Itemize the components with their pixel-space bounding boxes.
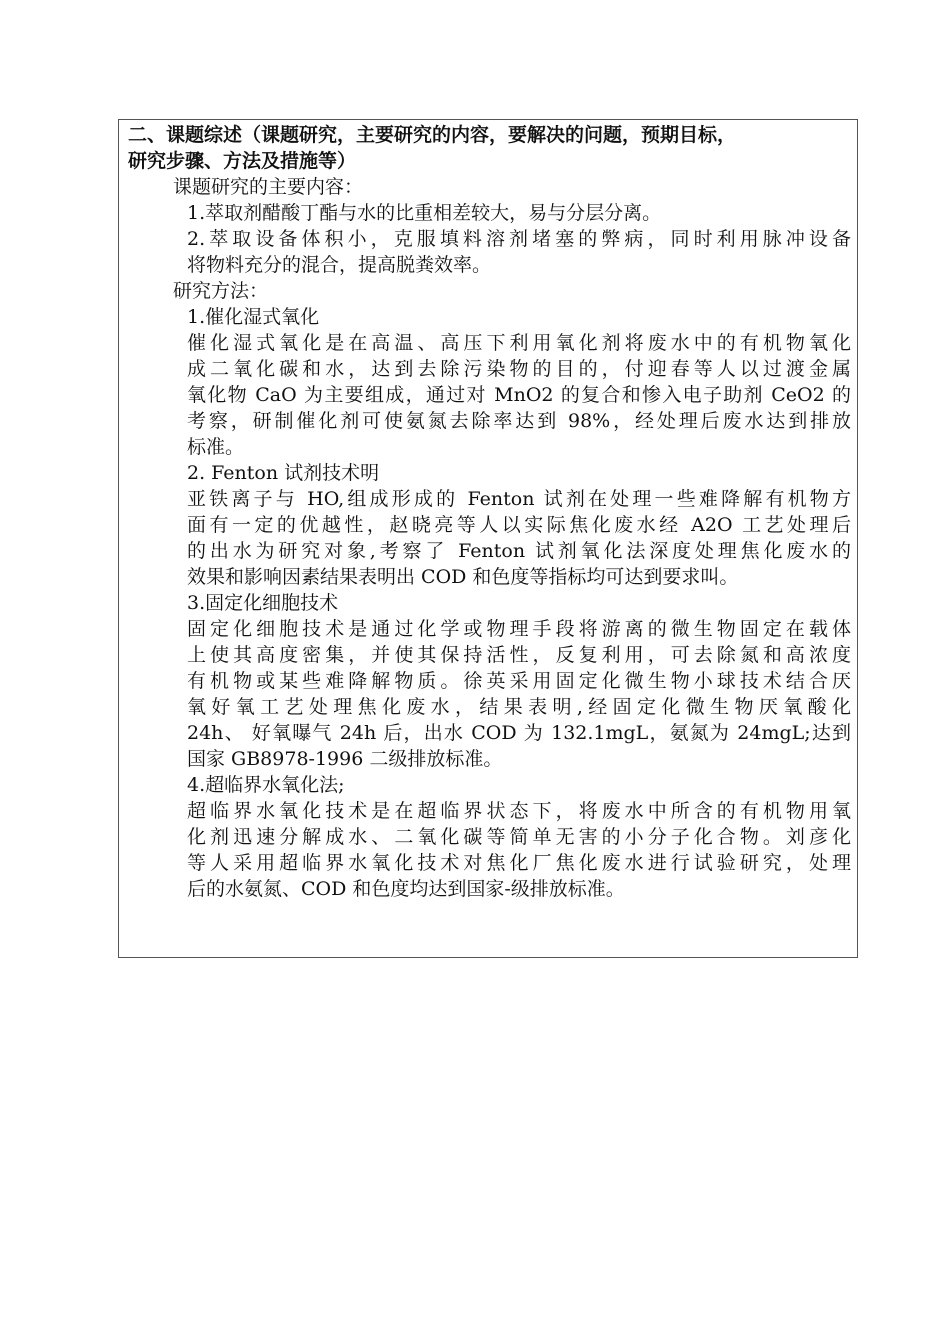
method-1-line: 氧化物 CaO 为主要组成，通过对 MnO2 的复合和惨入电子助剂 CeO2 的 — [187, 384, 851, 406]
content-item-1: 1.萃取剂醋酸丁酯与水的比重相差较大，易与分层分离。 — [187, 202, 662, 224]
method-3-title: 3.固定化细胞技术 — [187, 592, 339, 614]
method-3-line: 氧好氧工艺处理焦化废水，结果表明,经固定化微生物厌氧酸化 — [187, 696, 851, 718]
method-3-line: 24h、 好氧曝气 24h 后，出水 COD 为 132.1mgL，氨氮为 24mgL;达到 — [187, 722, 851, 744]
method-1-line: 成二氧化碳和水，达到去除污染物的目的，付迎春等人以过渡金属 — [187, 358, 851, 380]
content-item-2-line1: 2.萃取设备体积小，克服填料溶剂堵塞的弊病，同时利用脉冲设备 — [187, 228, 851, 250]
method-3-line: 国家 GB8978-1996 二级排放标准。 — [187, 748, 503, 770]
section-box — [118, 119, 858, 958]
section-heading-line1: 二、课题综述（课题研究，主要研究的内容，要解决的问题，预期目标， — [128, 124, 737, 146]
method-2-title: 2. Fenton 试剂技术明 — [187, 462, 380, 484]
method-4-line: 超临界水氧化技术是在超临界状态下，将废水中所含的有机物用氧 — [187, 800, 851, 822]
method-1-line: 考察，研制催化剂可使氨氮去除率达到 98%，经处理后废水达到排放 — [187, 410, 851, 432]
method-4-title: 4.超临界水氧化法; — [187, 774, 345, 796]
method-1-line: 催化湿式氧化是在高温、高压下利用氧化剂将废水中的有机物氧化 — [187, 332, 851, 354]
content-item-2-line2: 将物料充分的混合，提高脱粪效率。 — [187, 254, 492, 276]
method-2-line: 效果和影响因素结果表明出 COD 和色度等指标均可达到要求叫。 — [187, 566, 739, 588]
method-1-title: 1.催化湿式氧化 — [187, 306, 320, 328]
method-2-line: 面有一定的优越性，赵晓亮等人以实际焦化废水经 A2O 工艺处理后 — [187, 514, 851, 536]
method-1-line: 标准。 — [187, 436, 245, 458]
method-2-line: 的出水为研究对象,考察了 Fenton 试剂氧化法深度处理焦化废水的 — [187, 540, 851, 562]
method-3-line: 固定化细胞技术是通过化学或物理手段将游离的微生物固定在载体 — [187, 618, 851, 640]
main-content-label: 课题研究的主要内容： — [173, 176, 364, 198]
section-heading-line2: 研究步骤、方法及措施等） — [128, 150, 357, 172]
methods-label: 研究方法： — [173, 280, 269, 302]
method-4-line: 等人采用超临界水氧化技术对焦化厂焦化废水进行试验研究，处理 — [187, 852, 851, 874]
method-4-line: 后的水氨氮、COD 和色度均达到国家-级排放标准。 — [187, 878, 625, 900]
method-3-line: 有机物或某些难降解物质。徐英采用固定化微生物小球技术结合厌 — [187, 670, 851, 692]
method-3-line: 上使其高度密集，并使其保持活性，反复利用，可去除氮和高浓度 — [187, 644, 851, 666]
method-2-line: 亚铁离子与 HO,组成形成的 Fenton 试剂在处理一些难降解有机物方 — [187, 488, 851, 510]
method-4-line: 化剂迅速分解成水、二氧化碳等简单无害的小分子化合物。刘彦化 — [187, 826, 851, 848]
